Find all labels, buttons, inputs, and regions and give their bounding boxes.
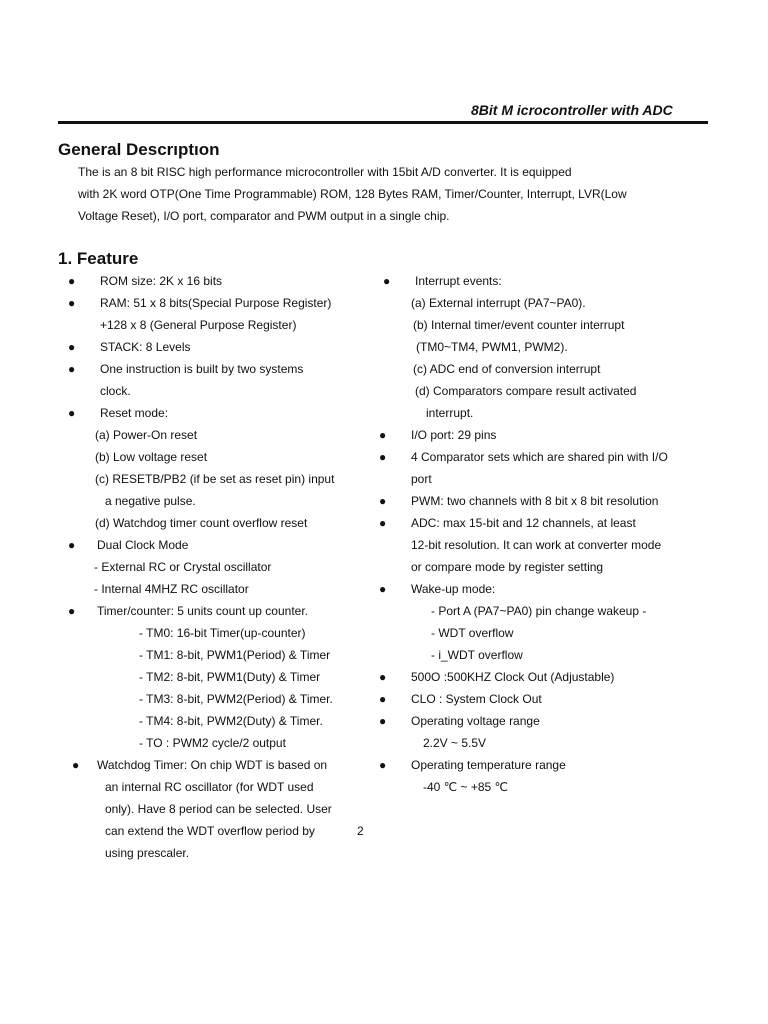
general-description-line: Voltage Reset), I/O port, comparator and PWM output in a single chip. [78,209,450,223]
bullet-icon: ● [379,758,387,772]
feature-item: CLO : System Clock Out [411,692,542,706]
feature-item: 12-bit resolution. It can work at converter mode [411,538,662,552]
feature-item: +128 x 8 (General Purpose Register) [100,318,297,332]
feature-item: ROM size: 2K x 16 bits [100,274,223,288]
feature-item: a negative pulse. [105,494,196,508]
bullet-icon: ● [379,692,387,706]
feature-item: Interrupt events: [415,274,502,288]
feature-item: ADC: max 15-bit and 12 channels, at least [411,516,636,530]
feature-item: - External RC or Crystal oscillator [94,560,272,574]
feature-item: 2.2V ~ 5.5V [423,736,487,750]
general-description-heading: General Descrıptıon [58,140,220,159]
feature-item: interrupt. [426,406,474,420]
feature-item: 500O :500KHZ Clock Out (Adjustable) [411,670,615,684]
bullet-icon: ● [379,582,387,596]
feature-item: PWM: two channels with 8 bit x 8 bit resolution [411,494,659,508]
feature-item: Operating temperature range [411,758,566,772]
feature-item: Reset mode: [100,406,169,420]
header-title: 8Bit M icrocontroller with ADC [471,102,673,118]
feature-item: (c) RESETB/PB2 (if be set as reset pin) input [95,472,335,486]
feature-item: (d) Comparators compare result activated [415,384,637,398]
bullet-icon: ● [379,428,387,442]
feature-item: - TM4: 8-bit, PWM2(Duty) & Timer. [139,714,323,728]
bullet-icon: ● [68,296,76,310]
feature-item: - TM3: 8-bit, PWM2(Period) & Timer. [139,692,333,706]
bullet-icon: ● [68,274,76,288]
bullet-icon: ● [379,494,387,508]
feature-item: I/O port: 29 pins [411,428,497,442]
bullet-icon: ● [379,714,387,728]
feature-item: - TM0: 16-bit Timer(up-counter) [139,626,306,640]
feature-item: clock. [100,384,131,398]
feature-item: - i_WDT overflow [431,648,523,662]
feature-item: (b) Low voltage reset [95,450,208,464]
bullet-icon: ● [68,538,76,552]
feature-item: using prescaler. [105,846,190,860]
bullet-icon: ● [379,450,387,464]
bullet-icon: ● [68,362,76,376]
feature-item: (d) Watchdog timer count overflow reset [95,516,308,530]
feature-item: 4 Comparator sets which are shared pin with I/O [411,450,668,464]
feature-item: (a) External interrupt (PA7~PA0). [411,296,586,310]
bullet-icon: ● [68,604,76,618]
feature-item: Watchdog Timer: On chip WDT is based on [97,758,328,772]
feature-item: 2 [357,824,364,838]
feature-item: - WDT overflow [431,626,514,640]
bullet-icon: ● [68,406,76,420]
feature-item: an internal RC oscillator (for WDT used [105,780,314,794]
header-rule [58,121,708,124]
feature-item: Wake-up mode: [411,582,496,596]
general-description-line: with 2K word OTP(One Time Programmable) ROM, 128 Bytes RAM, Timer/Counter, Interrupt, LVR(Low [78,187,627,201]
feature-item: One instruction is built by two systems [100,362,304,376]
bullet-icon: ● [72,758,80,772]
bullet-icon: ● [383,274,391,288]
bullet-icon: ● [68,340,76,354]
general-description-line: The is an 8 bit RISC high performance microcontroller with 15bit A/D converter. It is equipped [78,165,572,179]
feature-item: Timer/counter: 5 units count up counter. [97,604,309,618]
feature-item: RAM: 51 x 8 bits(Special Purpose Register) [100,296,332,310]
feature-item: -40 ℃ ~ +85 ℃ [423,780,508,794]
feature-item: port [411,472,432,486]
feature-item: only). Have 8 period can be selected. User [105,802,332,816]
feature-heading: 1. Feature [58,249,139,268]
feature-item: (a) Power-On reset [95,428,198,442]
feature-item: (c) ADC end of conversion interrupt [413,362,601,376]
bullet-icon: ● [379,670,387,684]
feature-item: - Port A (PA7~PA0) pin change wakeup - [431,604,647,618]
feature-item: - TM2: 8-bit, PWM1(Duty) & Timer [139,670,321,684]
feature-item: STACK: 8 Levels [100,340,191,354]
feature-item: (TM0~TM4, PWM1, PWM2). [416,340,568,354]
bullet-icon: ● [379,516,387,530]
feature-item: Operating voltage range [411,714,540,728]
feature-item: - TM1: 8-bit, PWM1(Period) & Timer [139,648,331,662]
feature-item: can extend the WDT overflow period by [105,824,315,838]
feature-item: Dual Clock Mode [97,538,189,552]
feature-item: or compare mode by register setting [411,560,604,574]
feature-item: - TO : PWM2 cycle/2 output [139,736,286,750]
feature-item: (b) Internal timer/event counter interrupt [413,318,625,332]
feature-item: - Internal 4MHZ RC oscillator [94,582,249,596]
